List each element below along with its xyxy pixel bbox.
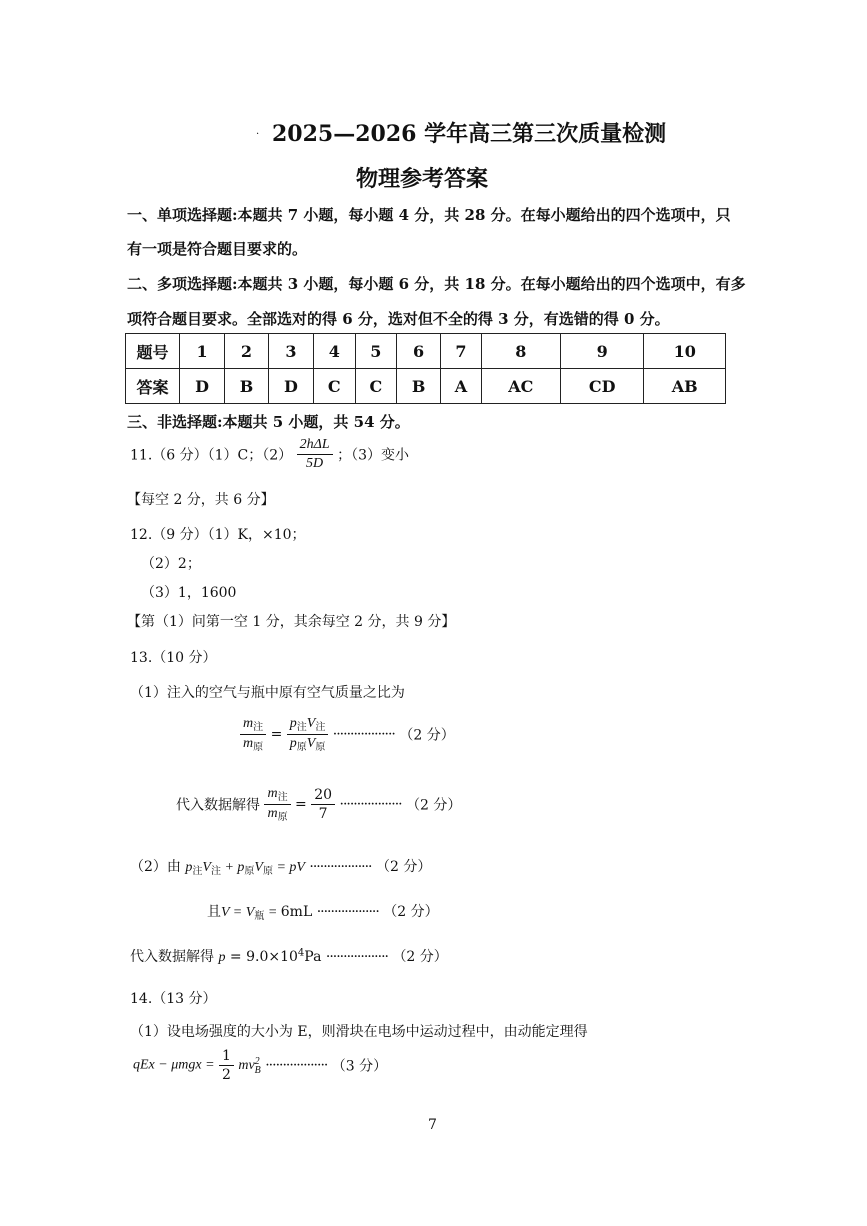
section2-line1: 二、多项选择题:本题共 3 小题，每小题 6 分，共 18 分。在每小题给出的四个选项中，有多 [127, 275, 746, 293]
q11-fraction [297, 437, 333, 472]
section1-line2: 有一项是符合题目要求的。 [127, 240, 308, 258]
q11-frac-num: 2hΔL [297, 437, 333, 455]
q12-line1: 12.（9 分）（1）K，×10； [130, 527, 306, 543]
table-cell: 8 [481, 334, 560, 369]
section1-line1: 一、单项选择题:本题共 7 小题，每小题 4 分，共 28 分。在每小题给出的四个选项中，只 [127, 206, 731, 224]
q12-line2: （2）2； [141, 556, 201, 572]
section3-heading: 三、非选择题:本题共 5 小题，共 54 分。 [127, 413, 410, 431]
q12-line3: （3）1，1600 [141, 585, 237, 601]
q13-equation-mass-ratio: $\frac{m_注}{m_原}$ = $\frac{p_注V_注}{p_原V_原}$ ·················· （2 分） [240, 716, 455, 753]
q13-pressure-result: 代入数据解得 $p = 9.0\times 10^4Pa$ ·················· （2 分） [130, 947, 448, 965]
table-cell: C [314, 369, 356, 404]
q13-part1: （1）注入的空气与瓶中原有空气质量之比为 [130, 685, 405, 701]
q14-part1: （1）设电场强度的大小为 E，则滑块在电场中运动过程中，由动能定理得 [130, 1024, 588, 1040]
document-subtitle: 物理参考答案 [356, 166, 489, 192]
table-cell: 7 [441, 334, 482, 369]
table-cell: AB [644, 369, 726, 404]
q14-heading: 14.（13 分） [130, 991, 217, 1007]
table-cell: CD [560, 369, 644, 404]
table-cell: 5 [355, 334, 397, 369]
document-title: 2025—2026 学年高三第三次质量检测 [272, 121, 667, 147]
answer-table [125, 333, 726, 404]
table-cell-label: 答案 [126, 369, 180, 404]
stray-dot: . [256, 126, 260, 137]
table-cell: 9 [560, 334, 644, 369]
table-cell: B [225, 369, 269, 404]
q11-suffix: ；（3）变小 [337, 447, 409, 464]
q13-result-ratio: 代入数据解得 $\frac{m_注}{m_原}$ = $\frac{20}{7}$ ·················· （2 分） [176, 786, 462, 823]
q14-equation: qEx − μmgx = $\frac{1}{2}$ mv 2 B ·················· （3 分） [133, 1048, 388, 1083]
table-row [126, 369, 726, 404]
table-cell: 10 [644, 334, 726, 369]
table-cell: D [268, 369, 313, 404]
q11-note: 【每空 2 分，共 6 分】 [127, 492, 275, 508]
table-cell: 6 [397, 334, 441, 369]
table-cell: 3 [268, 334, 313, 369]
q11-prefix: 11.（6 分）（1）C；（2） [130, 447, 293, 464]
section2-line2: 项符合题目要求。全部选对的得 6 分，选对但不全的得 3 分，有选错的得 0 分。 [127, 310, 670, 328]
q13-part2-equation: （2）由 $p_注V_注 + p_原V_原$ = pV ·················· （2 分） [130, 859, 432, 877]
table-cell: B [397, 369, 441, 404]
table-cell: D [180, 369, 225, 404]
table-cell: 4 [314, 334, 356, 369]
table-cell: C [355, 369, 397, 404]
table-cell: 1 [180, 334, 225, 369]
q13-volume-equation: 且$V = V_瓶 = 6mL$ ·················· （2 分） [207, 904, 439, 922]
q11-frac-den: 5D [306, 456, 324, 471]
page-number: 7 [428, 1117, 437, 1133]
q11-answer [130, 437, 409, 472]
table-cell: 2 [225, 334, 269, 369]
table-cell-label: 题号 [126, 334, 180, 369]
q13-heading: 13.（10 分） [130, 650, 217, 666]
table-cell: AC [481, 369, 560, 404]
table-row [126, 334, 726, 369]
q12-note: 【第（1）问第一空 1 分，其余每空 2 分，共 9 分】 [127, 614, 456, 630]
table-cell: A [441, 369, 482, 404]
